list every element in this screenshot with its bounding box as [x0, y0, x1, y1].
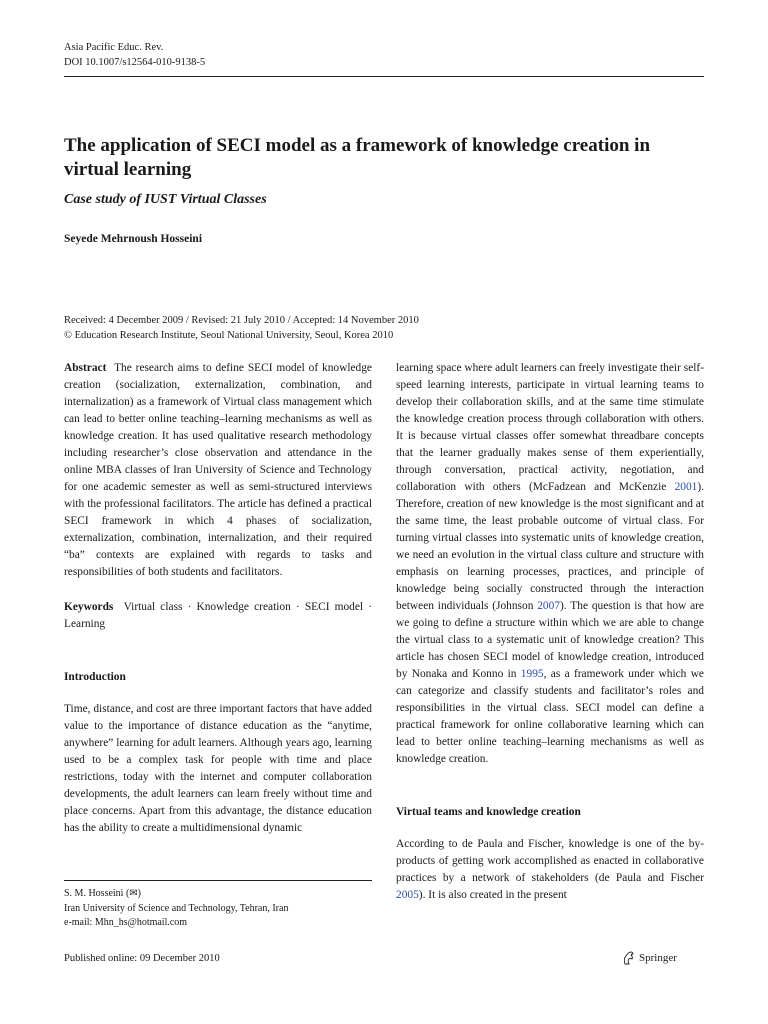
paper-subtitle: Case study of IUST Virtual Classes	[64, 192, 267, 207]
author-footnote	[64, 887, 288, 931]
publisher-name: Springer	[639, 952, 677, 964]
body-text: According to de Paula and Fischer, knowledge is one of the by-products of getting work accomplished as enacted in collaborative practices by a network of stakeholders (de Paula and Fischer	[396, 838, 704, 884]
springer-horse-icon	[622, 951, 635, 965]
keywords-text: Virtual class · Knowledge creation · SECI model · Learning	[64, 601, 372, 630]
doi[interactable]: DOI 10.1007/s12564-010-9138-5	[64, 57, 206, 68]
footnote-author: S. M. Hosseini (✉)	[64, 888, 141, 899]
journal-name: Asia Pacific Educ. Rev.	[64, 42, 164, 53]
body-paragraph	[396, 836, 704, 904]
header-rule	[64, 76, 704, 77]
footnote-rule	[64, 880, 372, 881]
body-text: ). The question is that how are we going to define a structure within which we are able to change the virtual class to a systematic unit of knowledge creation? This article has chosen SECI model of knowledge creation, introduced by Nonaka and Konno in	[396, 600, 704, 680]
paper-title: The application of SECI model as a framework of knowledge creation in virtual learning	[64, 135, 651, 180]
abstract-text: The research aims to define SECI model of knowledge creation (socialization, externalization, combination, and internalization) as a framework of Virtual class management which can lead to better online teaching–learning mechanisms as well as knowledge creation. It has used qualitative research methodology including researcher’s close observation and attendance in the online MBA classes of Iran University of Science and Technology for one academic semester as well as semi-structured interviews with the professional facilitators. The article has defined a practical SECI framework in which 4 phases of socialization, externalization, combination, internalization, and their required “ba” contexts are explained with regards to tasks and responsibilities of both students and facilitators.	[64, 362, 372, 578]
footnote-affiliation: Iran University of Science and Technology, Tehran, Iran	[64, 902, 289, 914]
introduction-text: Time, distance, and cost are three important factors that have added value to the importance of distance education as the “anytime, anywhere” learning for adult learners. Although years ago, learning used to be a complex task for people with time and place restrictions, today with the internet and computer collaboration developments, the adult learners can learn freely without time and place concerns. Apart from this advantage, the distance education has the ability to create a multidimensional dynamic	[64, 703, 372, 834]
body-text: , as a framework under which we can categorize and classify students and facilitator’s roles and responsibilities in the virtual class. SECI model can define a practical framework for online collaborative learning which can lead to better online teaching–learning mechanisms as well as knowledge creation.	[396, 668, 704, 765]
keywords-label: Keywords	[64, 601, 114, 613]
body-text: ). Therefore, creation of new knowledge is the most significant and at the same time, the least probable outcome of virtual class. For turning virtual classes into systematic units of knowledge creation, we need an evolution in the virtual class culture and structure with emphasis on learning processes, practices, and principle of knowledge being socially constructed through the interaction between individuals (Johnson	[396, 481, 704, 612]
copyright-line: © Education Research Institute, Seoul National University, Seoul, Korea 2010	[64, 330, 394, 341]
keywords	[64, 599, 372, 633]
footnote-email[interactable]: e-mail: Mhn_hs@hotmail.com	[64, 917, 188, 928]
citation-link[interactable]: 2005	[396, 889, 419, 901]
received-line: Received: 4 December 2009 / Revised: 21 July 2010 / Accepted: 14 November 2010	[64, 315, 419, 326]
published-date: Published online: 09 December 2010	[64, 953, 220, 964]
citation-link[interactable]: 2007	[537, 600, 561, 612]
citation-link[interactable]: 1995	[520, 668, 544, 680]
body-paragraph	[396, 360, 704, 768]
journal-header	[64, 40, 205, 70]
publisher-logo	[622, 951, 677, 965]
virtual-teams-heading: Virtual teams and knowledge creation	[396, 806, 581, 818]
body-text: learning space where adult learners can freely investigate their self-speed learning interests, participate in virtual learning teams to develop their collaboration skills, and at the same time stimulate the knowledge creation process through collaboration with others. It is because virtual classes offer somewhat threadbare concepts that the learner gradually makes sense of them experientially, through conversation, practical activity, negotiation, and collaboration with others (McFadzean and McKenzie	[396, 362, 704, 493]
citation-link[interactable]: 2001	[674, 481, 698, 493]
article-dates	[64, 313, 704, 343]
body-text: ). It is also created in the present	[418, 889, 567, 901]
author-name: Seyede Mehrnoush Hosseini	[64, 233, 203, 245]
introduction-heading: Introduction	[64, 671, 126, 683]
abstract	[64, 360, 372, 581]
right-column	[396, 360, 704, 904]
left-column	[64, 360, 372, 837]
abstract-label: Abstract	[64, 362, 107, 374]
